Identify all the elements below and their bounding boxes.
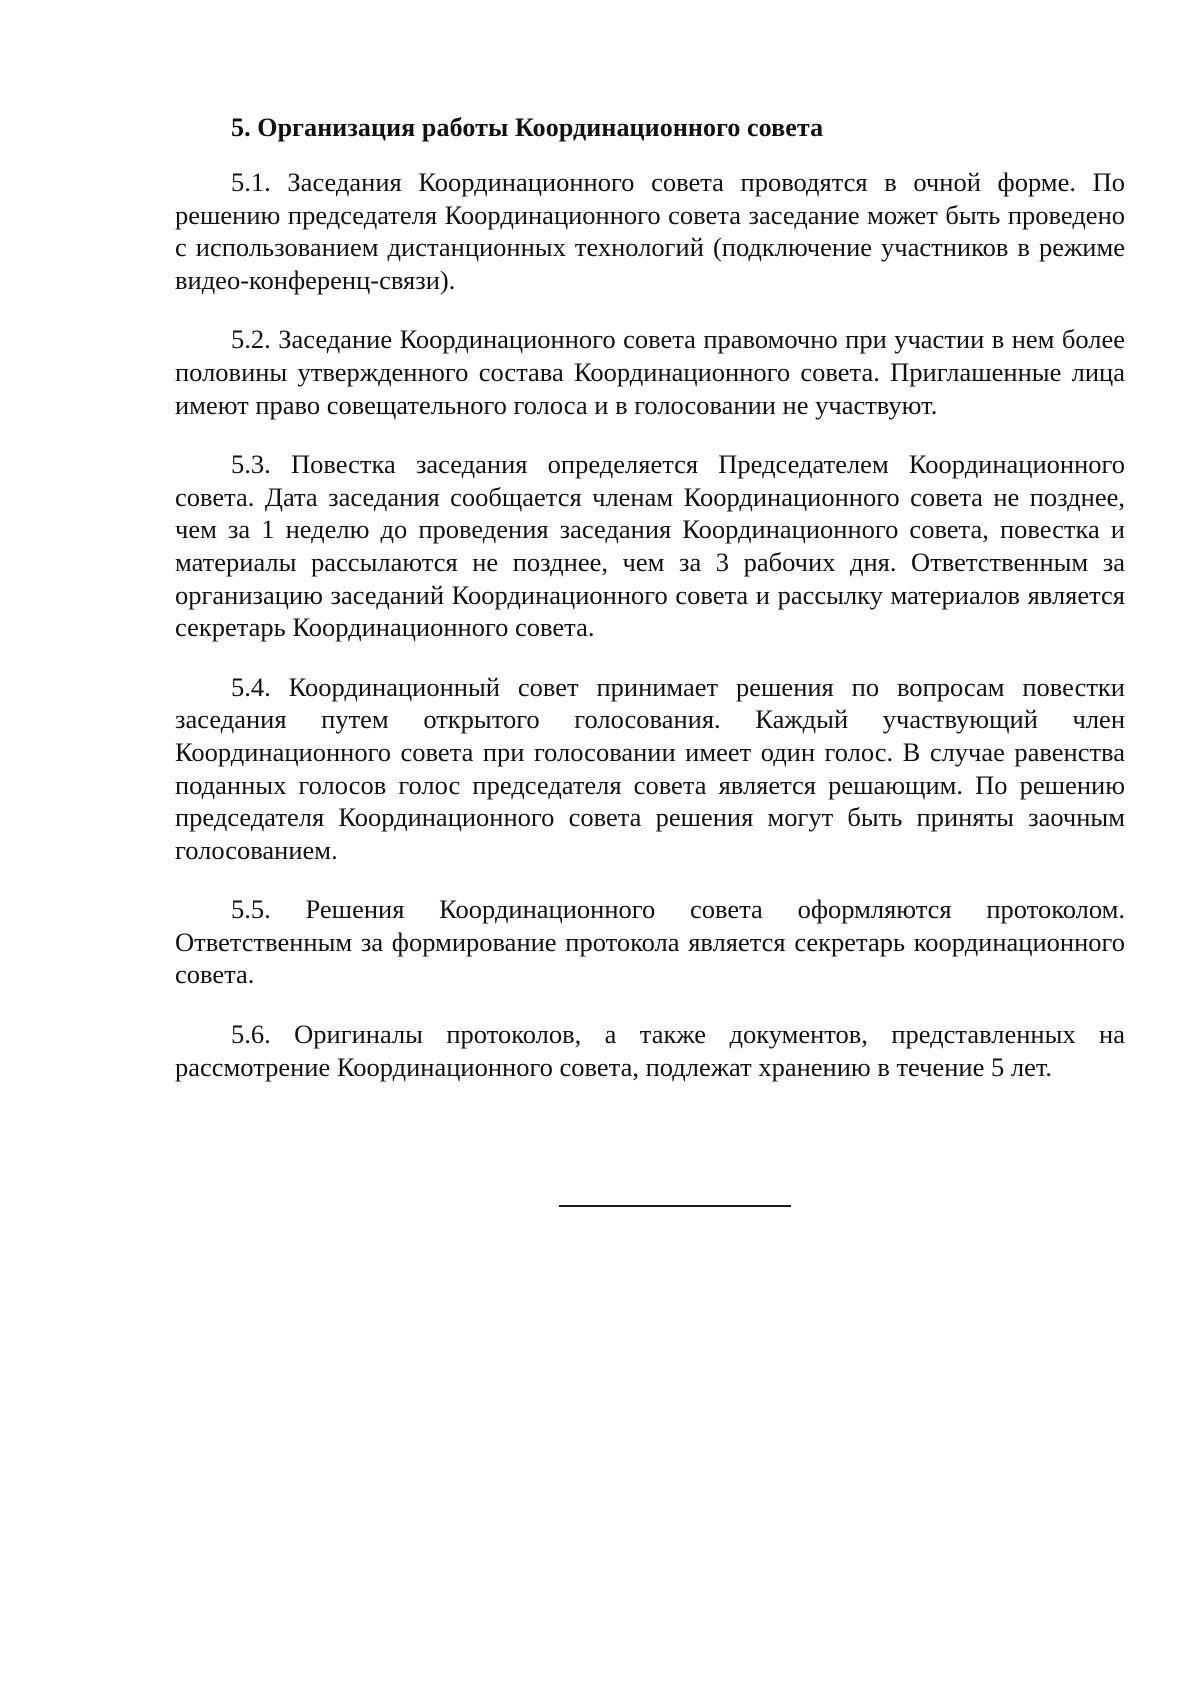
section-heading: 5. Организация работы Координационного совета: [231, 113, 824, 142]
paragraph-5-5: 5.5. Решения Координационного совета оформляются протоколом. Ответственным за формирование протокола является секретарь координационного совета.: [175, 894, 1125, 990]
paragraph-5-6: 5.6. Оригиналы протоколов, а также документов, представленных на рассмотрение Координационного совета, подлежат хранению в течение 5 лет.: [175, 1019, 1125, 1082]
paragraph-5-4: 5.4. Координационный совет принимает решения по вопросам повестки заседания путем открытого голосования. Каждый участвующий член Координационного совета при голосовании имеет один голос. В случае равенства поданных голосов голос председателя совета является решающим. По решению председателя Координационного совета решения могут быть приняты заочным голосованием.: [175, 671, 1125, 865]
document-body: [175, 112, 1125, 1110]
paragraph-5-3: 5.3. Повестка заседания определяется Председателем Координационного совета. Дата заседания сообщается членам Координационного совета не позднее, чем за 1 неделю до проведения заседания Координационного совета, повестка и материалы рассылаются не позднее, чем за 3 рабочих дня. Ответственным за организацию заседаний Координационного совета и рассылку материалов является секретарь Координационного совета.: [175, 449, 1125, 643]
paragraph-5-2: 5.2. Заседание Координационного совета правомочно при участии в нем более половины утвержденного состава Координационного совета. Приглашенные лица имеют право совещательного голоса и в голосовании не участвуют.: [175, 324, 1125, 420]
end-divider-line: [559, 1205, 791, 1207]
paragraph-5-1: 5.1. Заседания Координационного совета проводятся в очной форме. По решению председателя Координационного совета заседание может быть проведено с использованием дистанционных технологий (подключение участников в режиме видео-конференц-связи).: [175, 167, 1125, 295]
